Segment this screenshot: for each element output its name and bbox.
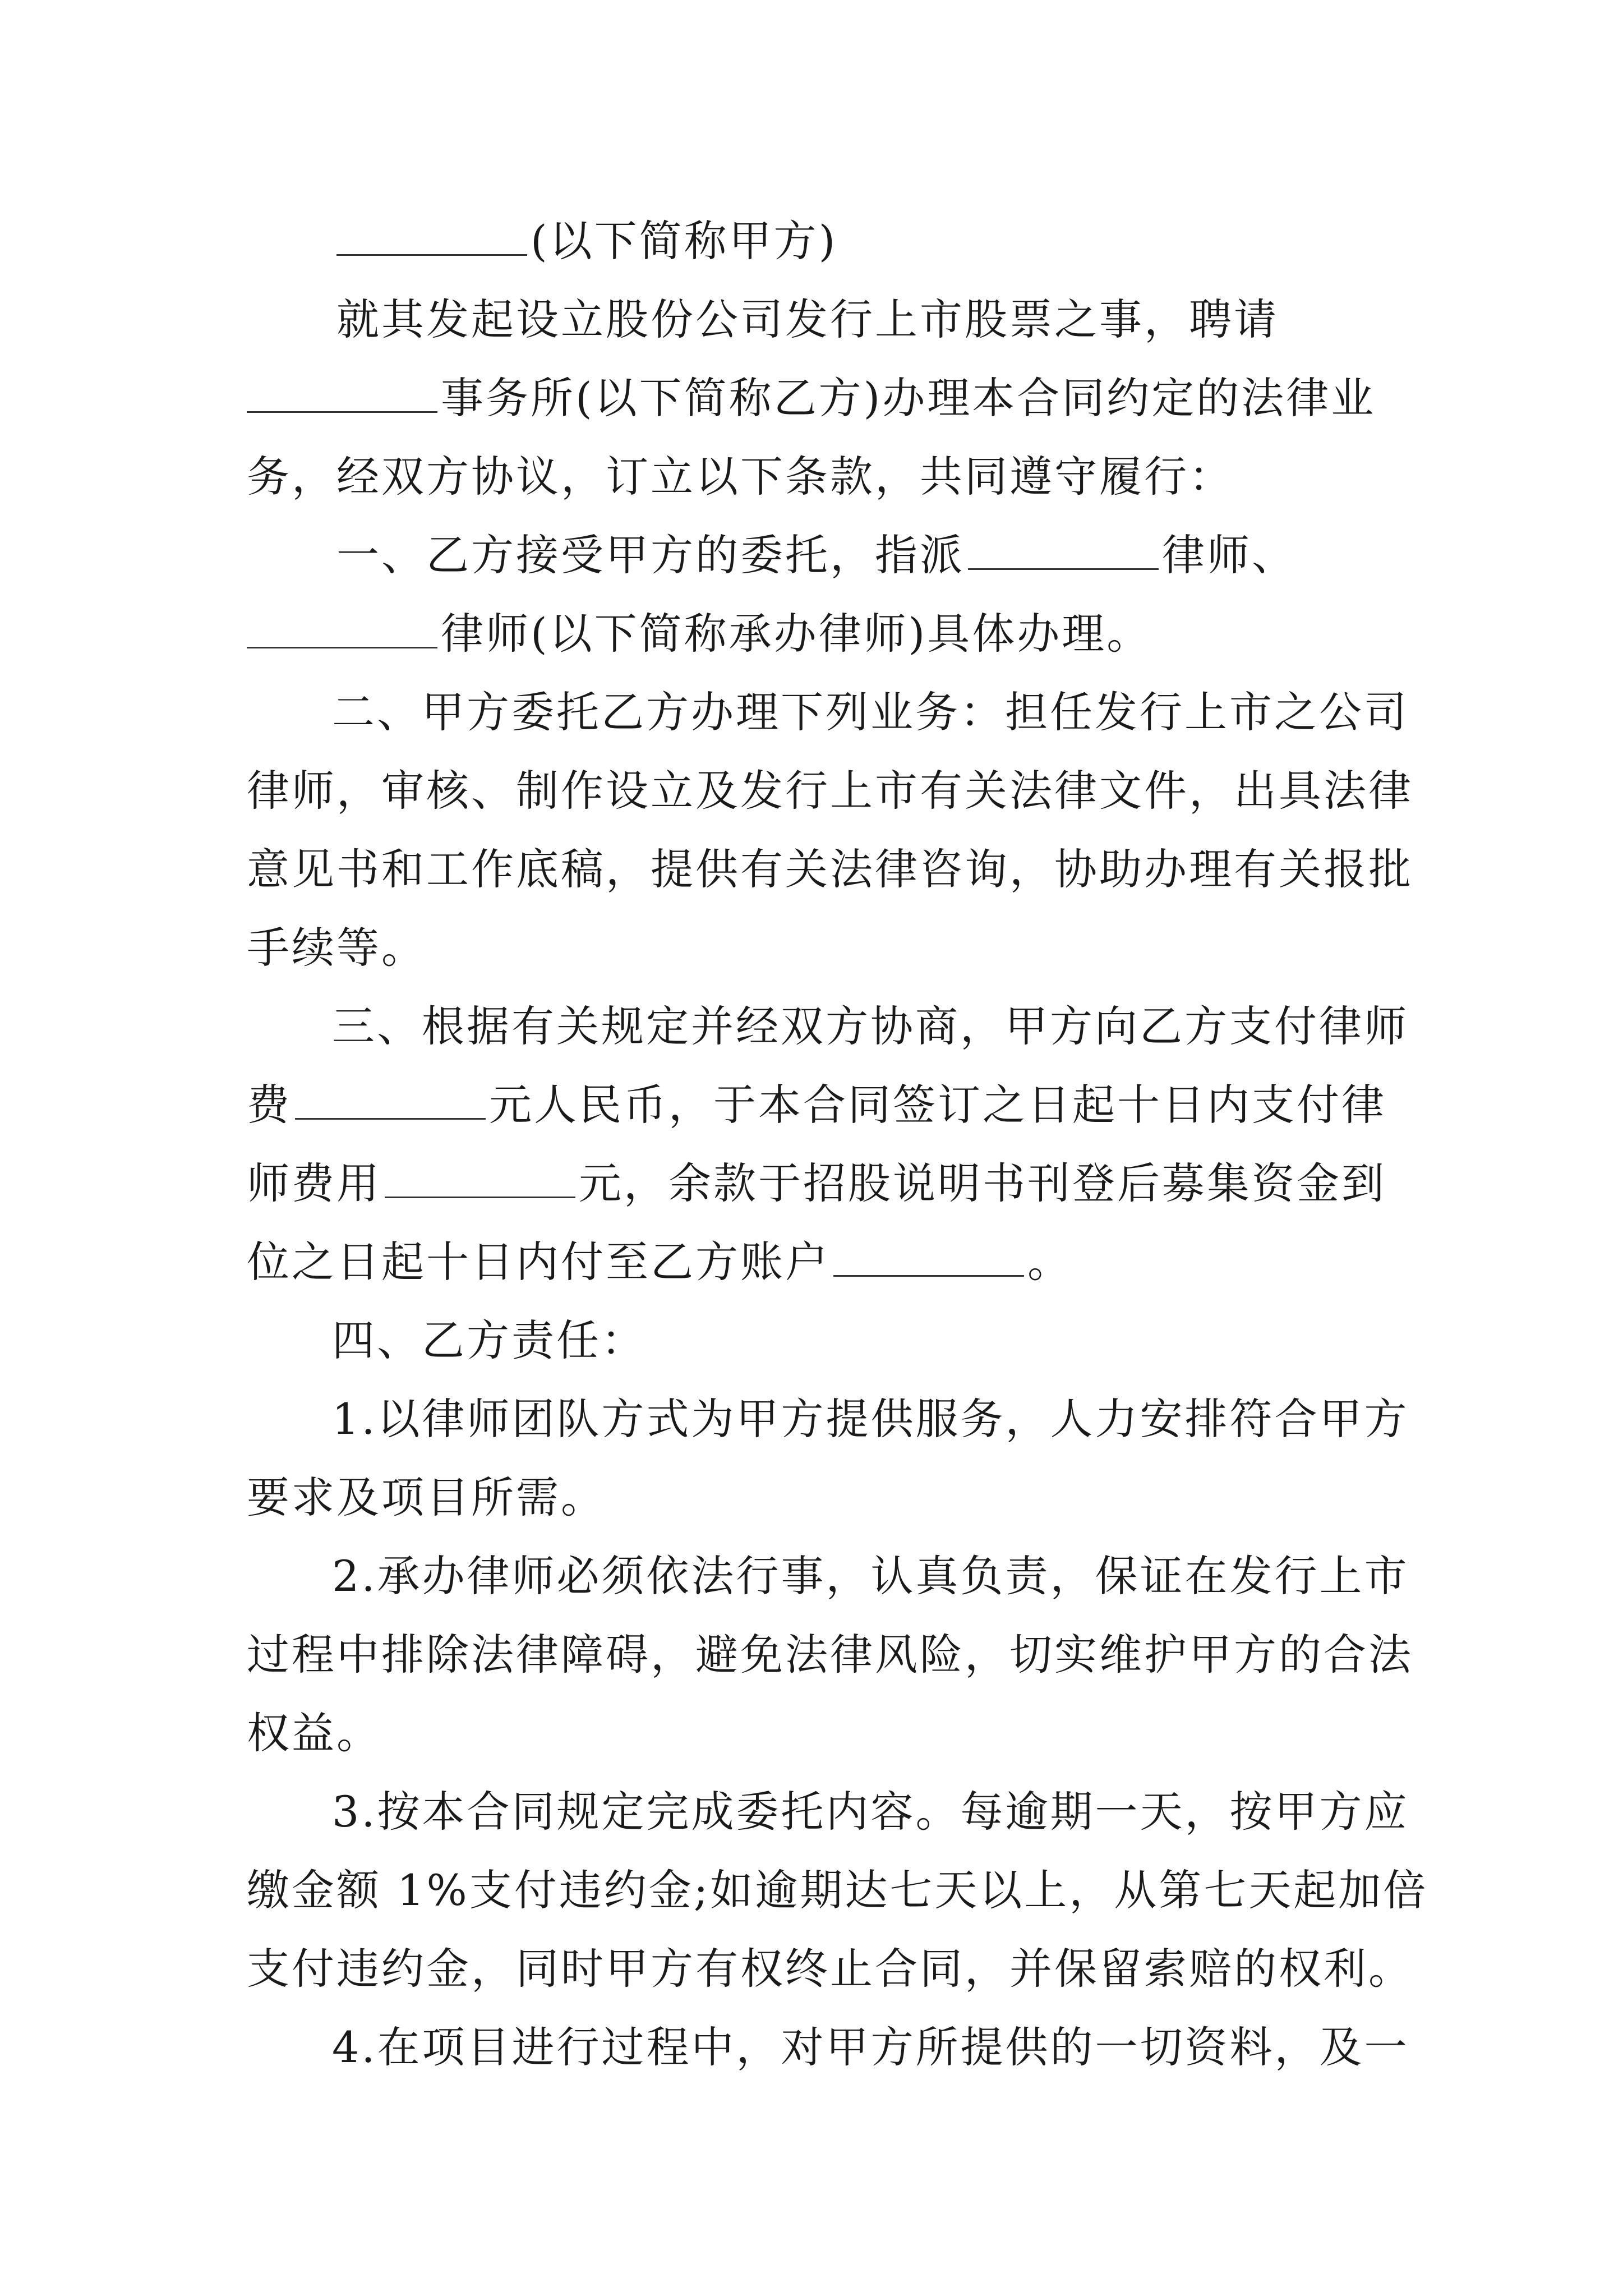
account-number-blank[interactable]: [833, 1241, 1024, 1277]
law-firm-name-blank[interactable]: [247, 378, 437, 413]
clause-3-line-3: [247, 1150, 1386, 1217]
clause-3-text-fee: 费: [247, 1080, 292, 1130]
clause-2-line-2: 律师，审核、制作设立及发行上市有关法律文件，出具法律: [247, 766, 1413, 816]
clause-2-line-1: 二、甲方委托乙方办理下列业务：担任发行上市之公司: [332, 687, 1409, 737]
clause-4-3-line-1: 3.按本合同规定完成委托内容。每逾期一天，按甲方应: [332, 1787, 1409, 1837]
lawyer-1-name-blank[interactable]: [968, 535, 1159, 570]
clause-1-text-a: 一、乙方接受甲方的委托，指派: [336, 530, 965, 580]
clause-4-3-line-3: 支付违约金，同时甲方有权终止合同，并保留索赔的权利。: [247, 1944, 1413, 1994]
clause-1-text-c: 律师(以下简称承办律师)具体办理。: [441, 609, 1152, 659]
clause-3-text-fee-rest: 元人民币，于本合同签订之日起十日内支付律: [489, 1080, 1386, 1130]
clause-4-1-line-1: 1.以律师团队方式为甲方提供服务，人力安排符合甲方: [332, 1394, 1409, 1444]
clause-4-3-line-2: 缴金额 1%支付违约金;如逾期达七天以上，从第七天起加倍: [247, 1865, 1428, 1915]
clause-4-title: 四、乙方责任：: [332, 1315, 646, 1365]
clause-2-line-4: 手续等。: [247, 923, 426, 973]
clause-4-2-line-1: 2.承办律师必须依法行事，认真负责，保证在发行上市: [332, 1551, 1409, 1601]
party-a-label: (以下简称甲方): [531, 216, 838, 266]
clause-4-2-line-3: 权益。: [247, 1708, 381, 1758]
clause-4-4-line-1: 4.在项目进行过程中，对甲方所提供的一切资料，及一: [332, 2022, 1409, 2072]
total-fee-blank[interactable]: [295, 1084, 486, 1120]
clause-4-2-line-2: 过程中排除法律障碍，避免法律风险，切实维护甲方的合法: [247, 1630, 1413, 1680]
intro-line-1: 就其发起设立股份公司发行上市股票之事，聘请: [336, 295, 1279, 344]
clause-2-line-3: 意见书和工作底稿，提供有关法律咨询，协助办理有关报批: [247, 844, 1413, 894]
clause-3-text-end: 。: [1027, 1237, 1072, 1287]
clause-3-text-account: 位之日起十日内付至乙方账户: [247, 1237, 830, 1287]
clause-3-line-2: [247, 1071, 1386, 1139]
clause-1-line-1: [247, 522, 1380, 589]
clause-3-text-advance: 师费用: [247, 1158, 381, 1208]
lawyer-2-name-blank[interactable]: [247, 613, 437, 648]
clause-4-1-line-2: 要求及项目所需。: [247, 1473, 606, 1522]
clause-3-line-1: 三、根据有关规定并经双方协商，甲方向乙方支付律师: [332, 1001, 1409, 1051]
intro-line-2-text: 事务所(以下简称乙方)办理本合同约定的法律业: [441, 373, 1376, 423]
clause-1-line-2: [247, 600, 1380, 668]
clause-1-text-b: 律师、: [1162, 530, 1297, 580]
advance-fee-blank[interactable]: [385, 1163, 575, 1198]
party-a-name-blank[interactable]: [336, 220, 527, 256]
intro-line-2: [247, 365, 1380, 432]
contract-page: [247, 0, 1428, 2296]
clause-3-text-advance-rest: 元，余款于招股说明书刊登后募集资金到: [579, 1158, 1386, 1208]
clause-3-line-4: [247, 1228, 1380, 1296]
intro-line-3: 务，经双方协议，订立以下条款，共同遵守履行：: [247, 452, 1234, 501]
party-a-line: [247, 208, 1380, 275]
